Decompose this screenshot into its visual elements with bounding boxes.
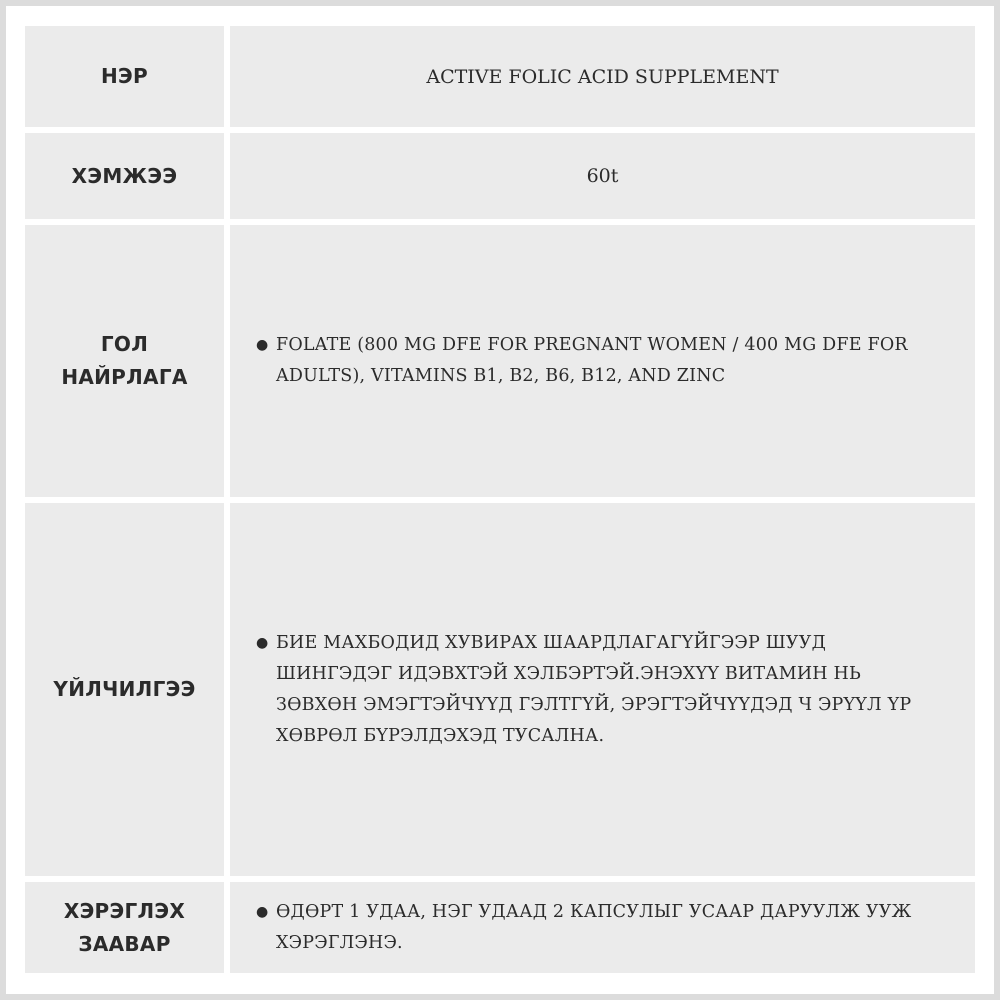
bullet-icon: ● [256, 903, 269, 920]
row-usage-value [230, 882, 975, 973]
row-effect-label [25, 503, 224, 876]
ingredients-list [254, 330, 945, 392]
list-item [256, 628, 945, 752]
row-usage-label [25, 882, 224, 973]
size-label-text: ХЭМЖЭЭ [71, 163, 178, 188]
row-effect-value [230, 503, 975, 876]
effect-list [254, 628, 945, 752]
product-name: ACTIVE FOLIC ACID SUPPLEMENT [426, 65, 779, 88]
name-label-text: НЭР [101, 64, 148, 88]
row-ingredients-value [230, 225, 975, 497]
row-name-label [25, 26, 224, 127]
effect-label-text: ҮЙЛЧИЛГЭЭ [53, 677, 196, 701]
row-name-value [230, 26, 975, 127]
usage-text: ӨДӨРТ 1 УДАА, НЭГ УДААД 2 КАПСУЛЫГ УСААР ДАРУУЛЖ УУЖ ХЭРЭГЛЭНЭ. [276, 901, 912, 953]
usage-label-line1: ХЭРЭГЛЭХ [63, 898, 186, 923]
row-size-value [230, 133, 975, 219]
row-ingredients-label [25, 225, 224, 497]
row-size-label [25, 133, 224, 219]
bullet-icon: ● [256, 337, 269, 353]
product-size: 60t [586, 165, 619, 187]
list-item [256, 330, 945, 392]
list-item [256, 897, 945, 959]
ingredients-label-line1: ГОЛ [100, 332, 149, 356]
ingredients-text: FOLATE (800 MG DFE FOR PREGNANT WOMEN / 400 MG DFE FOR ADULTS), VITAMINS B1, B2, B6, B12, AND ZINC [276, 335, 908, 386]
bullet-icon: ● [256, 634, 269, 651]
usage-list [254, 897, 945, 959]
usage-label-line2: ЗААВАР [78, 931, 171, 956]
ingredients-label-line2: НАЙРЛАГА [61, 365, 188, 389]
product-info-table [6, 6, 994, 994]
effect-text: БИЕ МАХБОДИД ХУВИРАХ ШААРДЛАГАГҮЙГЭЭР ШУУД ШИНГЭДЭГ ИДЭВХТЭЙ ХЭЛБЭРТЭЙ.ЭНЭХҮҮ ВИТАМИН НЬ ЗӨВХӨН ЭМЭГТЭЙЧҮҮД ГЭЛТГҮЙ, ЭРЭГТЭЙЧҮҮДЭД Ч ЭРҮҮЛ ҮР ХӨВРӨЛ БҮРЭЛДЭХЭД ТУСАЛНА. [276, 632, 912, 746]
